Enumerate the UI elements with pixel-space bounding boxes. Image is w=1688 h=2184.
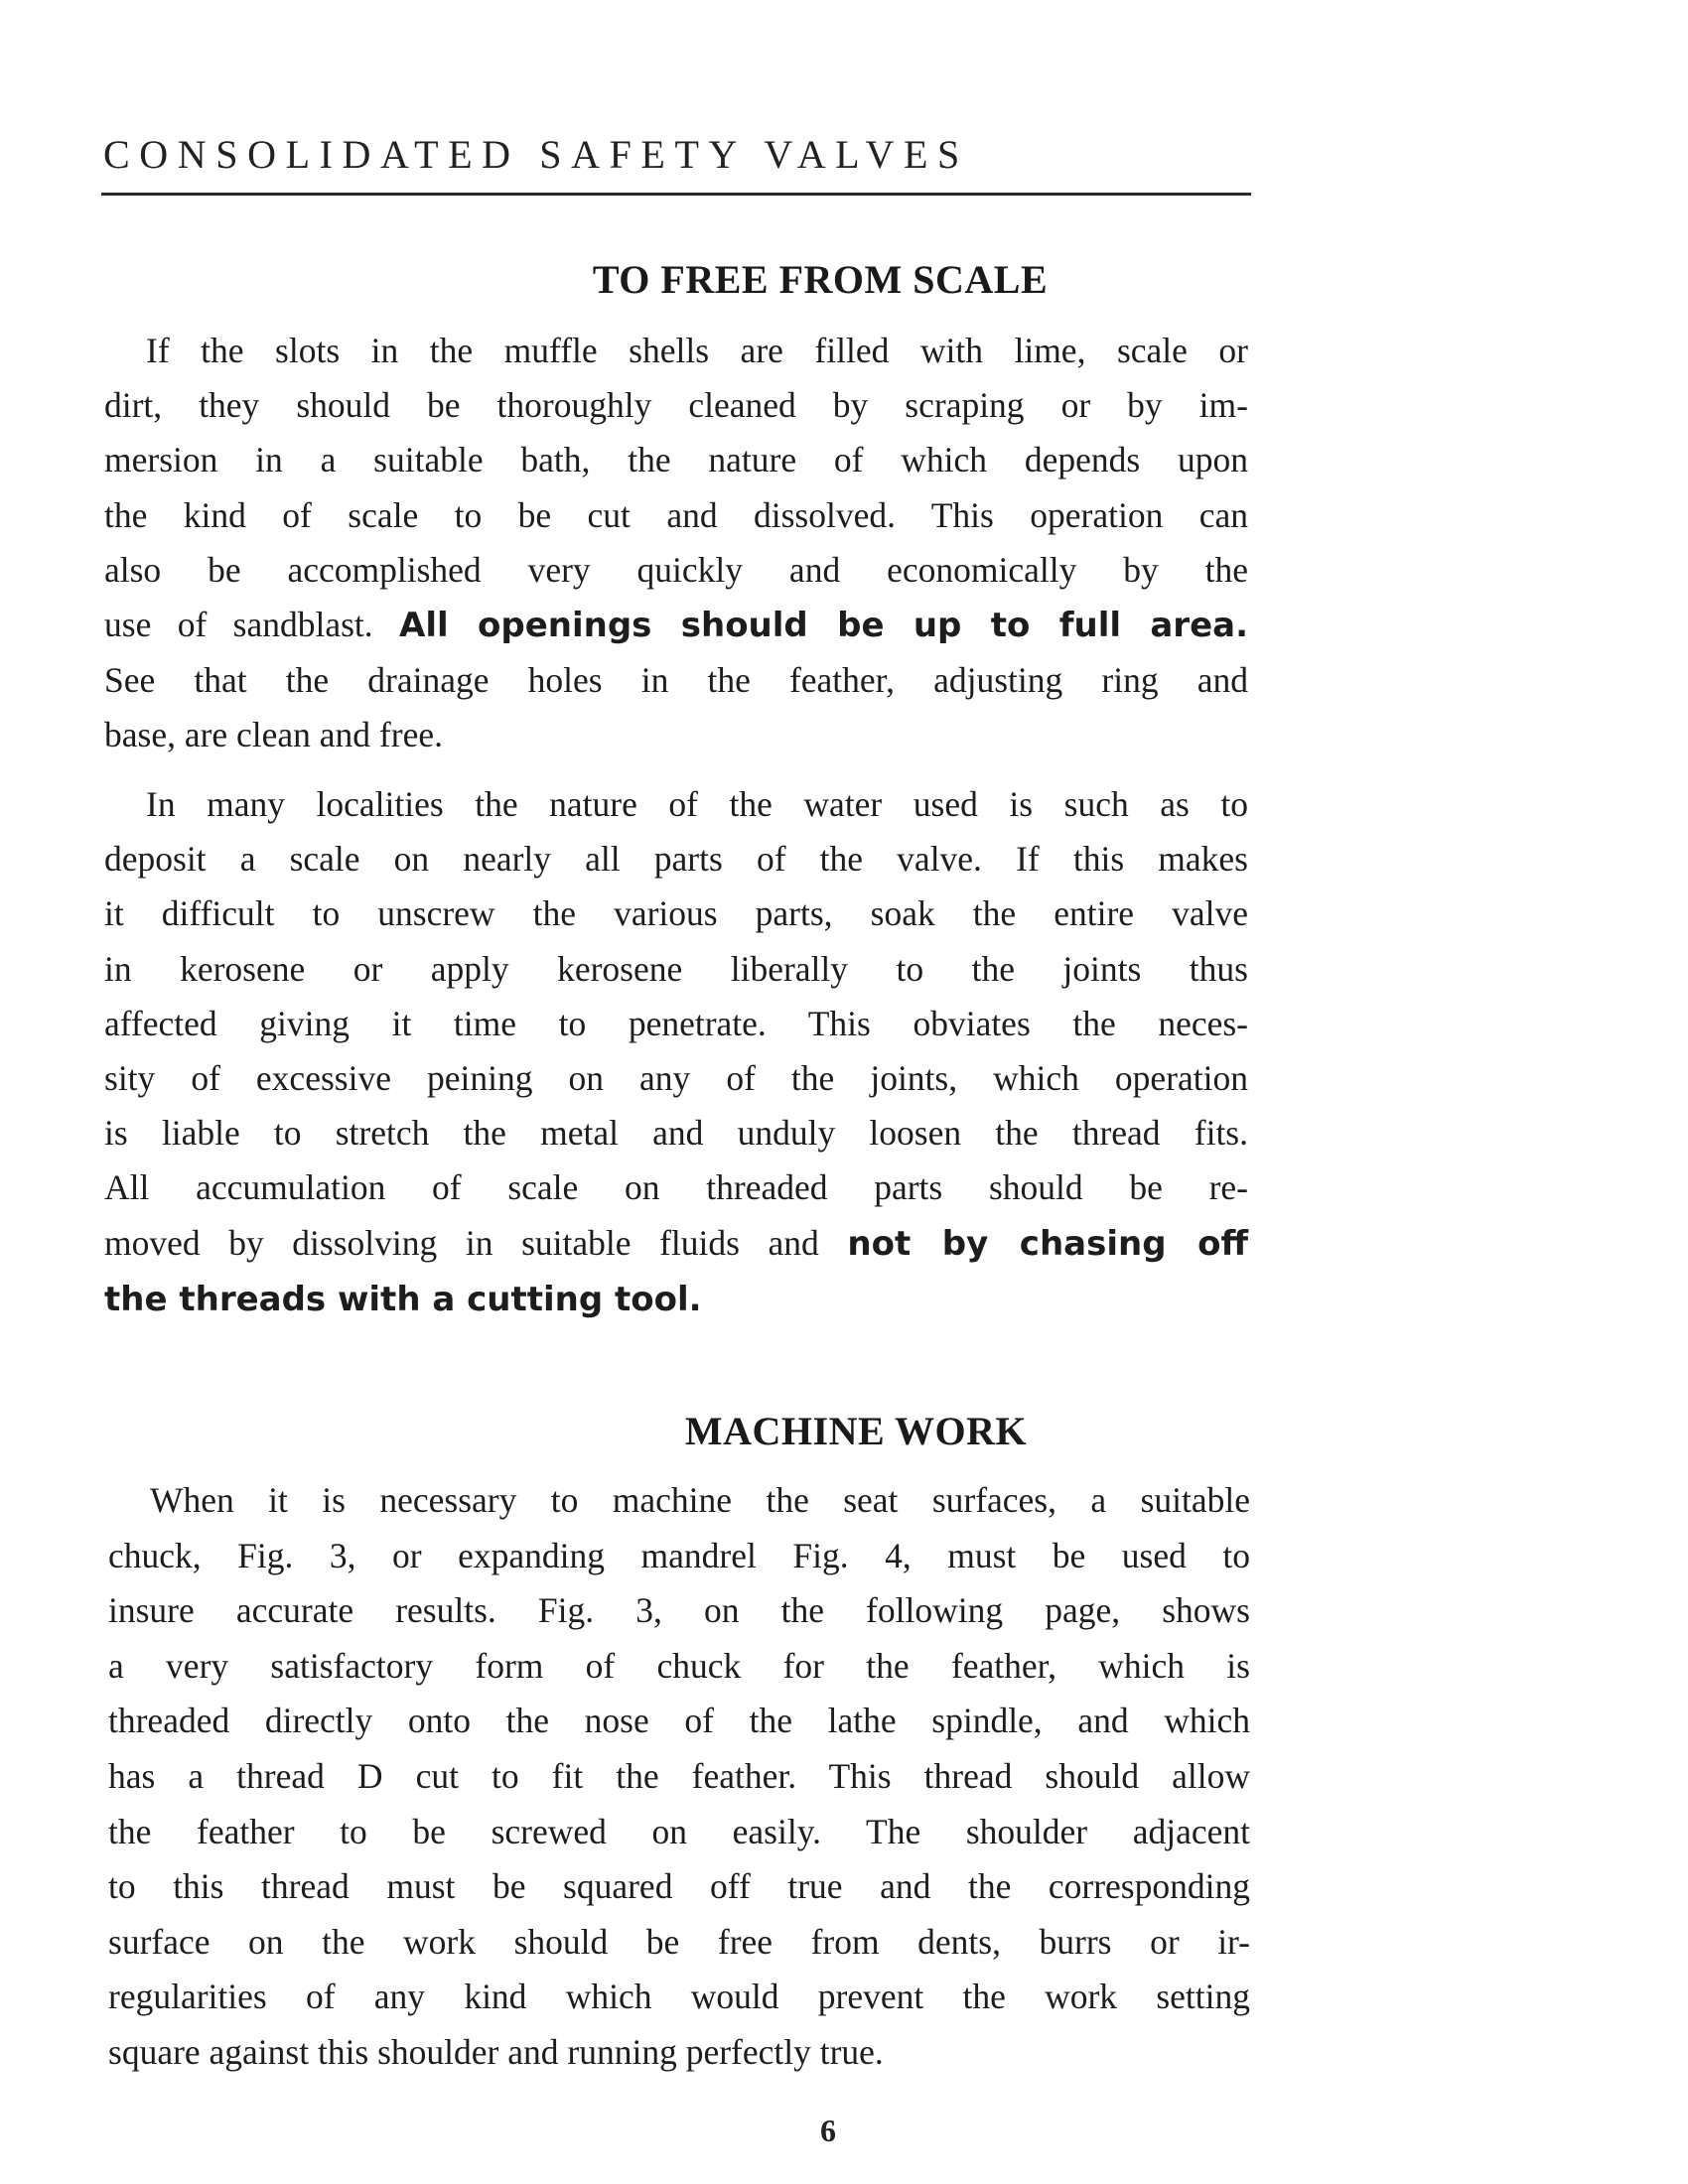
text-line: dirt, they should be thoroughly cleaned by scraping or by im- (104, 385, 1248, 426)
text-line: chuck, Fig. 3, or expanding mandrel Fig. 4, must be used to (108, 1535, 1250, 1575)
page-number: 6 (820, 2113, 836, 2148)
text-line: See that the drainage holes in the feather, adjusting ring and (104, 660, 1248, 701)
text-line-mixed (104, 1216, 1248, 1272)
text-line: If the slots in the muffle shells are filled with lime, scale or (146, 331, 1248, 370)
text-line: insure accurate results. Fig. 3, on the following page, shows (108, 1590, 1250, 1631)
text-line: When it is necessary to machine the seat surfaces, a suitable (150, 1480, 1250, 1520)
text-line: sity of excessive peining on any of the joints, which operation (104, 1058, 1248, 1099)
text-line-emphasis (104, 1272, 1248, 1327)
running-head: CONSOLIDATED SAFETY VALVES (103, 132, 969, 177)
paragraph-machine-work (108, 1473, 1250, 2081)
text-run: moved by dissolving in suitable fluids and (104, 1222, 848, 1263)
text-line: is liable to stretch the metal and unduly loosen the thread fits. (104, 1113, 1248, 1154)
header-rule (101, 193, 1251, 196)
text-line-mixed (104, 598, 1248, 653)
text-line: to this thread must be squared off true and the corresponding (108, 1866, 1250, 1907)
text-line: threaded directly onto the nose of the lathe spindle, and which (108, 1701, 1250, 1741)
emphasis-text: the threads with a cutting tool. (104, 1279, 702, 1319)
emphasis-text: All openings should be up to full area. (399, 606, 1248, 646)
text-line: deposit a scale on nearly all parts of the valve. If this makes (104, 839, 1248, 880)
text-line: it difficult to unscrew the various parts, soak the entire valve (104, 893, 1248, 934)
section-title-machine-work: MACHINE WORK (684, 1409, 1028, 1453)
paragraph-scale-cleaning (104, 324, 1248, 763)
text-line: In many localities the nature of the water used is such as to (146, 784, 1248, 824)
text-line: base, are clean and free. (104, 715, 443, 755)
text-line: affected giving it time to penetrate. This obviates the neces- (104, 1003, 1248, 1043)
text-line: square against this shoulder and running perfectly true. (108, 2031, 884, 2072)
text-line: mersion in a suitable bath, the nature of which depends upon (104, 440, 1248, 480)
text-line: a very satisfactory form of chuck for the feather, which is (108, 1645, 1250, 1686)
section-title-free-from-scale: TO FREE FROM SCALE (592, 257, 1049, 302)
paragraph-kerosene (104, 777, 1248, 1327)
text-line: All accumulation of scale on threaded parts should be re- (104, 1167, 1248, 1208)
text-line: the feather to be screwed on easily. The shoulder adjacent (108, 1811, 1250, 1851)
text-line: also be accomplished very quickly and economically by the (104, 549, 1248, 590)
text-line: surface on the work should be free from dents, burrs or ir- (108, 1921, 1250, 1962)
text-line: regularities of any kind which would prevent the work setting (108, 1977, 1250, 2017)
text-line: the kind of scale to be cut and dissolved. This operation can (104, 494, 1248, 535)
emphasis-text: not by chasing off (847, 1223, 1248, 1264)
text-run: use of sandblast. (104, 605, 400, 645)
text-line: has a thread D cut to fit the feather. This thread should allow (108, 1755, 1250, 1796)
text-line: in kerosene or apply kerosene liberally to the joints thus (104, 948, 1248, 989)
